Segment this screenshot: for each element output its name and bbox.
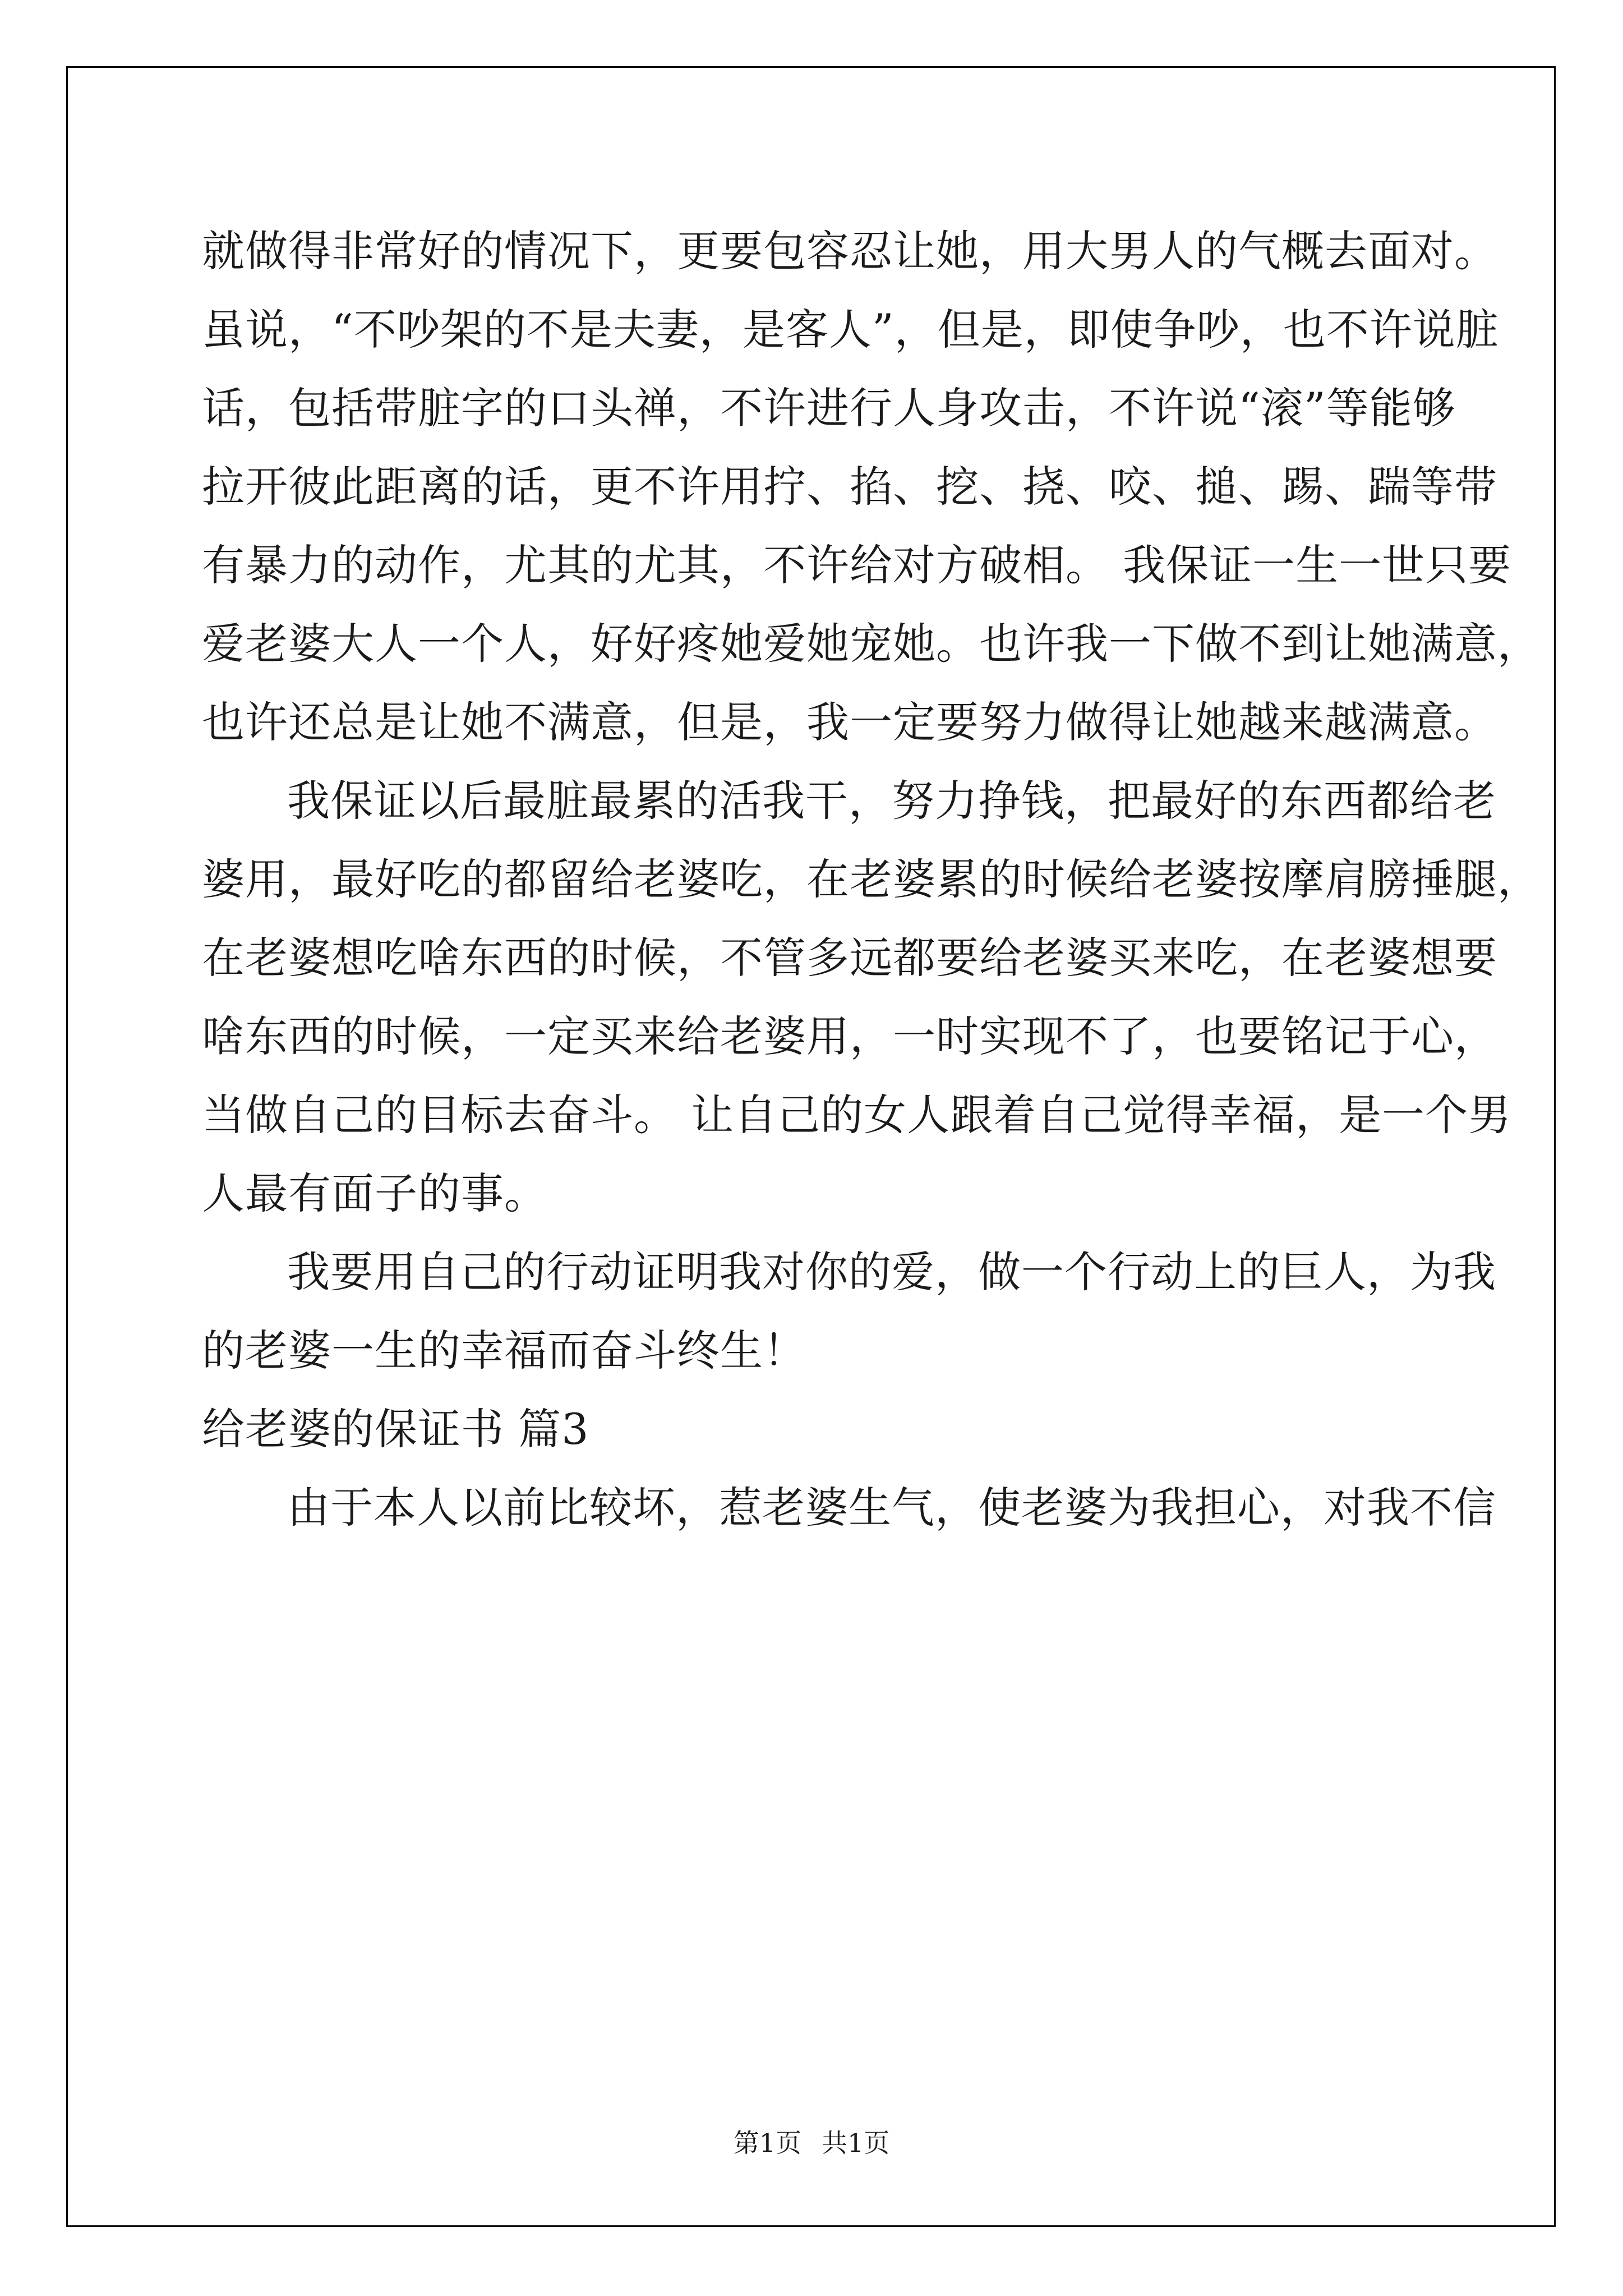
- paragraph-start-line: 由于本人以前比较坏，惹老婆生气，使老婆为我担心，对我不信: [287, 1483, 1496, 1533]
- section-heading: 给老婆的保证书 篇3: [202, 1404, 589, 1454]
- page-total: 共1页: [822, 2128, 890, 2158]
- text-line: 话，包括带脏字的口头禅，不许进行人身攻击，不许说“滚”等能够: [202, 383, 1456, 433]
- text-line: 人最有面子的事。: [202, 1168, 547, 1218]
- text-line: 有暴力的动作，尤其的尤其，不许给对方破相。 我保证一生一世只要: [202, 540, 1512, 590]
- text-line: 也许还总是让她不满意，但是，我一定要努力做得让她越来越满意。: [202, 697, 1497, 747]
- paragraph-start-line: 我要用自己的行动证明我对你的爱，做一个行动上的巨人，为我: [287, 1247, 1496, 1297]
- page-footer: [0, 2126, 1623, 2160]
- document-body: [202, 212, 1541, 1547]
- text-line: 当做自己的目标去奋斗。 让自己的女人跟着自己觉得幸福，是一个男: [202, 1090, 1512, 1140]
- text-line: 就做得非常好的情况下，更要包容忍让她，用大男人的气概去面对。: [202, 226, 1497, 276]
- text-line: 虽说，“不吵架的不是夫妻，是客人”，但是，即使争吵，也不许说脏: [202, 305, 1499, 355]
- paragraph-start-line: 我保证以后最脏最累的活我干，努力挣钱，把最好的东西都给老: [287, 776, 1496, 826]
- text-line: 婆用，最好吃的都留给老婆吃，在老婆累的时候给老婆按摩肩膀捶腿，: [202, 854, 1541, 904]
- text-line: 啥东西的时候，一定买来给老婆用，一时实现不了，也要铭记于心，: [202, 1011, 1497, 1061]
- text-line: 在老婆想吃啥东西的时候，不管多远都要给老婆买来吃，在老婆想要: [202, 933, 1497, 983]
- page-number: 第1页: [733, 2128, 801, 2158]
- text-line: 的老婆一生的幸福而奋斗终生！: [202, 1326, 806, 1375]
- text-line: 拉开彼此距离的话，更不许用拧、掐、挖、挠、咬、搥、踢、踹等带: [202, 462, 1497, 512]
- text-line: 爱老婆大人一个人，好好疼她爱她宠她。也许我一下做不到让她满意，: [202, 619, 1541, 669]
